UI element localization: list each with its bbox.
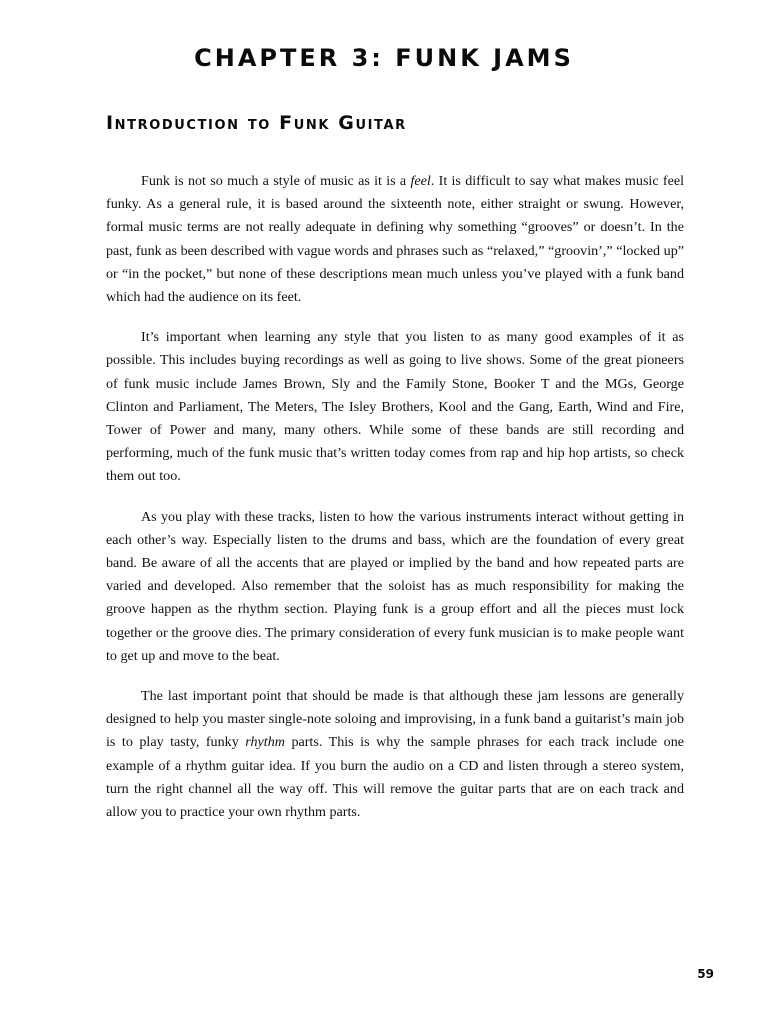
body-text	[106, 170, 684, 841]
emphasis-text: feel	[410, 173, 431, 189]
paragraph-text: Funk is not so much a style of music as it is a	[141, 173, 411, 189]
paragraph	[106, 326, 684, 488]
paragraph-text: parts. This is why the sample phrases for each track include one example of a rhythm guitar idea. If you burn the audio on a CD and listen through a stereo system, turn the right channel all the way off. This will remove the guitar parts that are on each track and allow you to practice your own rhythm parts.	[106, 734, 684, 821]
section-title: Introduction to Funk Guitar	[106, 112, 407, 134]
paragraph-text: As you play with these tracks, listen to how the various instruments interact without getting in each other’s way. Especially listen to the drums and bass, which are the foundation of every great band. Be aware of all the accents that are played or implied by the band and how repeated parts are varied and developed. Also remember that the soloist has as much responsibility for making the groove happen as the rhythm section. Playing funk is a group effort and all the pieces must lock together or the groove dies. The primary consideration of every funk musician is to make people want to get up and move to the beat.	[106, 508, 684, 664]
paragraph-text: The last important point that should be made is that although these jam lessons are generally designed to help you master single-note soloing and improvising, in a funk band a guitarist’s main job is to play tasty, funky	[106, 688, 684, 751]
page-number: 59	[697, 967, 714, 981]
paragraph	[106, 170, 684, 309]
paragraph-text: It’s important when learning any style that you listen to as many good examples of it as possible. This includes buying recordings as well as going to live shows. Some of the great pioneers of funk music include James Brown, Sly and the Family Stone, Booker T and the MGs, George Clinton and Parliament, The Meters, The Isley Brothers, Kool and the Gang, Earth, Wind and Fire, Tower of Power and many, many others. While some of these bands are still recording and performing, much of the funk music that’s written today comes from rap and hip hop artists, so check them out too.	[106, 329, 684, 485]
emphasis-text: rhythm	[245, 734, 285, 751]
paragraph-text: . It is difficult to say what makes music feel funky. As a general rule, it is based around the sixteenth note, either straight or swung. However, formal music terms are not really adequate in defining why something “grooves” or doesn’t. In the past, funk as been described with vague words and phrases such as “relaxed,” “groovin’,” “locked up” or “in the pocket,” but none of these descriptions mean much unless you’ve played with a funk band which had the audience on its feet.	[106, 173, 685, 306]
paragraph	[106, 506, 684, 668]
chapter-title: CHAPTER 3: FUNK JAMS	[194, 44, 574, 72]
paragraph	[106, 685, 684, 824]
